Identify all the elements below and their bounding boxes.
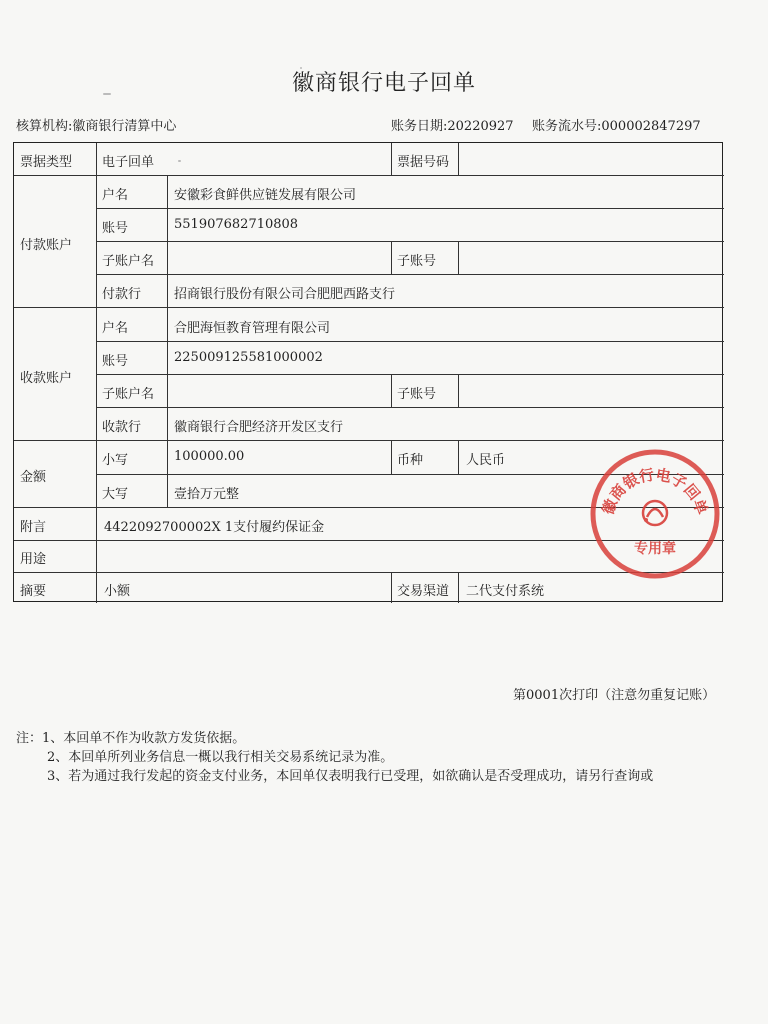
accounting-date: 账务日期:20220927 [391,119,514,134]
payer-bank: 招商银行股份有限公司合肥肥西路支行 [174,287,396,302]
payer-sub-account-name-label: 子账户名 [102,254,155,269]
seal-bottom-text: 专用章 [634,541,676,557]
accounting-org: 核算机构:徽商银行清算中心 [16,119,177,134]
ticket-number-label: 票据号码 [397,155,450,170]
summary-value: 小额 [104,584,131,599]
print-count-notice: 第0001次打印（注意勿重复记账） [513,688,716,703]
ticket-type-value: 电子回单 [102,155,155,170]
payee-bank: 徽商银行合肥经济开发区支行 [174,420,344,435]
payer-account-number: 551907682710808 [174,217,299,232]
payee-account-number: 225009125581000002 [174,350,323,365]
seal-arc-text: 徽商银行电子回单 [598,465,712,517]
page-title: 徽商银行电子回单 [291,71,476,96]
amount-small: 100000.00 [174,449,245,464]
payer-name-label: 户名 [102,188,129,203]
purpose-label: 用途 [20,552,47,567]
serial-number: 账务流水号:000002847297 [532,119,701,134]
payee-name: 合肥海恒教育管理有限公司 [174,321,331,336]
channel-label: 交易渠道 [397,584,450,599]
note-line-3: 3、若为通过我行发起的资金支付业务，本回单仅表明我行已受理，如欲确认是否受理成功，请另行查询或 [47,769,654,784]
amount-in-words-label: 大写 [102,487,129,502]
scan-speck [103,93,111,95]
amount-in-words: 壹拾万元整 [174,487,240,502]
payee-account-group: 收款账户 [20,371,73,386]
payee-account-label: 账号 [102,354,129,369]
note-line-2: 2、本回单所列业务信息一概以我行相关交易系统记录为准。 [47,750,394,765]
payer-name: 安徽彩食鲜供应链发展有限公司 [174,188,357,203]
payer-account-label: 账号 [102,221,129,236]
amount-small-label: 小写 [102,453,129,468]
note-line-1: 注：1、本回单不作为收款方发货依据。 [16,731,246,746]
scan-speck [178,160,181,162]
summary-label: 摘要 [20,584,47,599]
payee-sub-account-name-label: 子账户名 [102,387,155,402]
channel-value: 二代支付系统 [466,584,545,599]
payer-account-group: 付款账户 [20,238,73,253]
payee-sub-account-label: 子账号 [397,387,437,402]
payer-sub-account-label: 子账号 [397,254,437,269]
payee-bank-label: 收款行 [102,420,142,435]
bank-logo-icon [643,501,667,525]
payee-name-label: 户名 [102,321,129,336]
ticket-type-label: 票据类型 [20,155,73,170]
currency-label: 币种 [397,453,424,468]
currency-value: 人民币 [466,453,506,468]
amount-group: 金额 [20,470,47,485]
official-seal-stamp [588,447,722,581]
scan-speck [300,67,302,69]
remark-value: 4422092700002X 1支付履约保证金 [104,520,325,535]
payer-bank-label: 付款行 [102,287,142,302]
remark-label: 附言 [20,520,47,535]
